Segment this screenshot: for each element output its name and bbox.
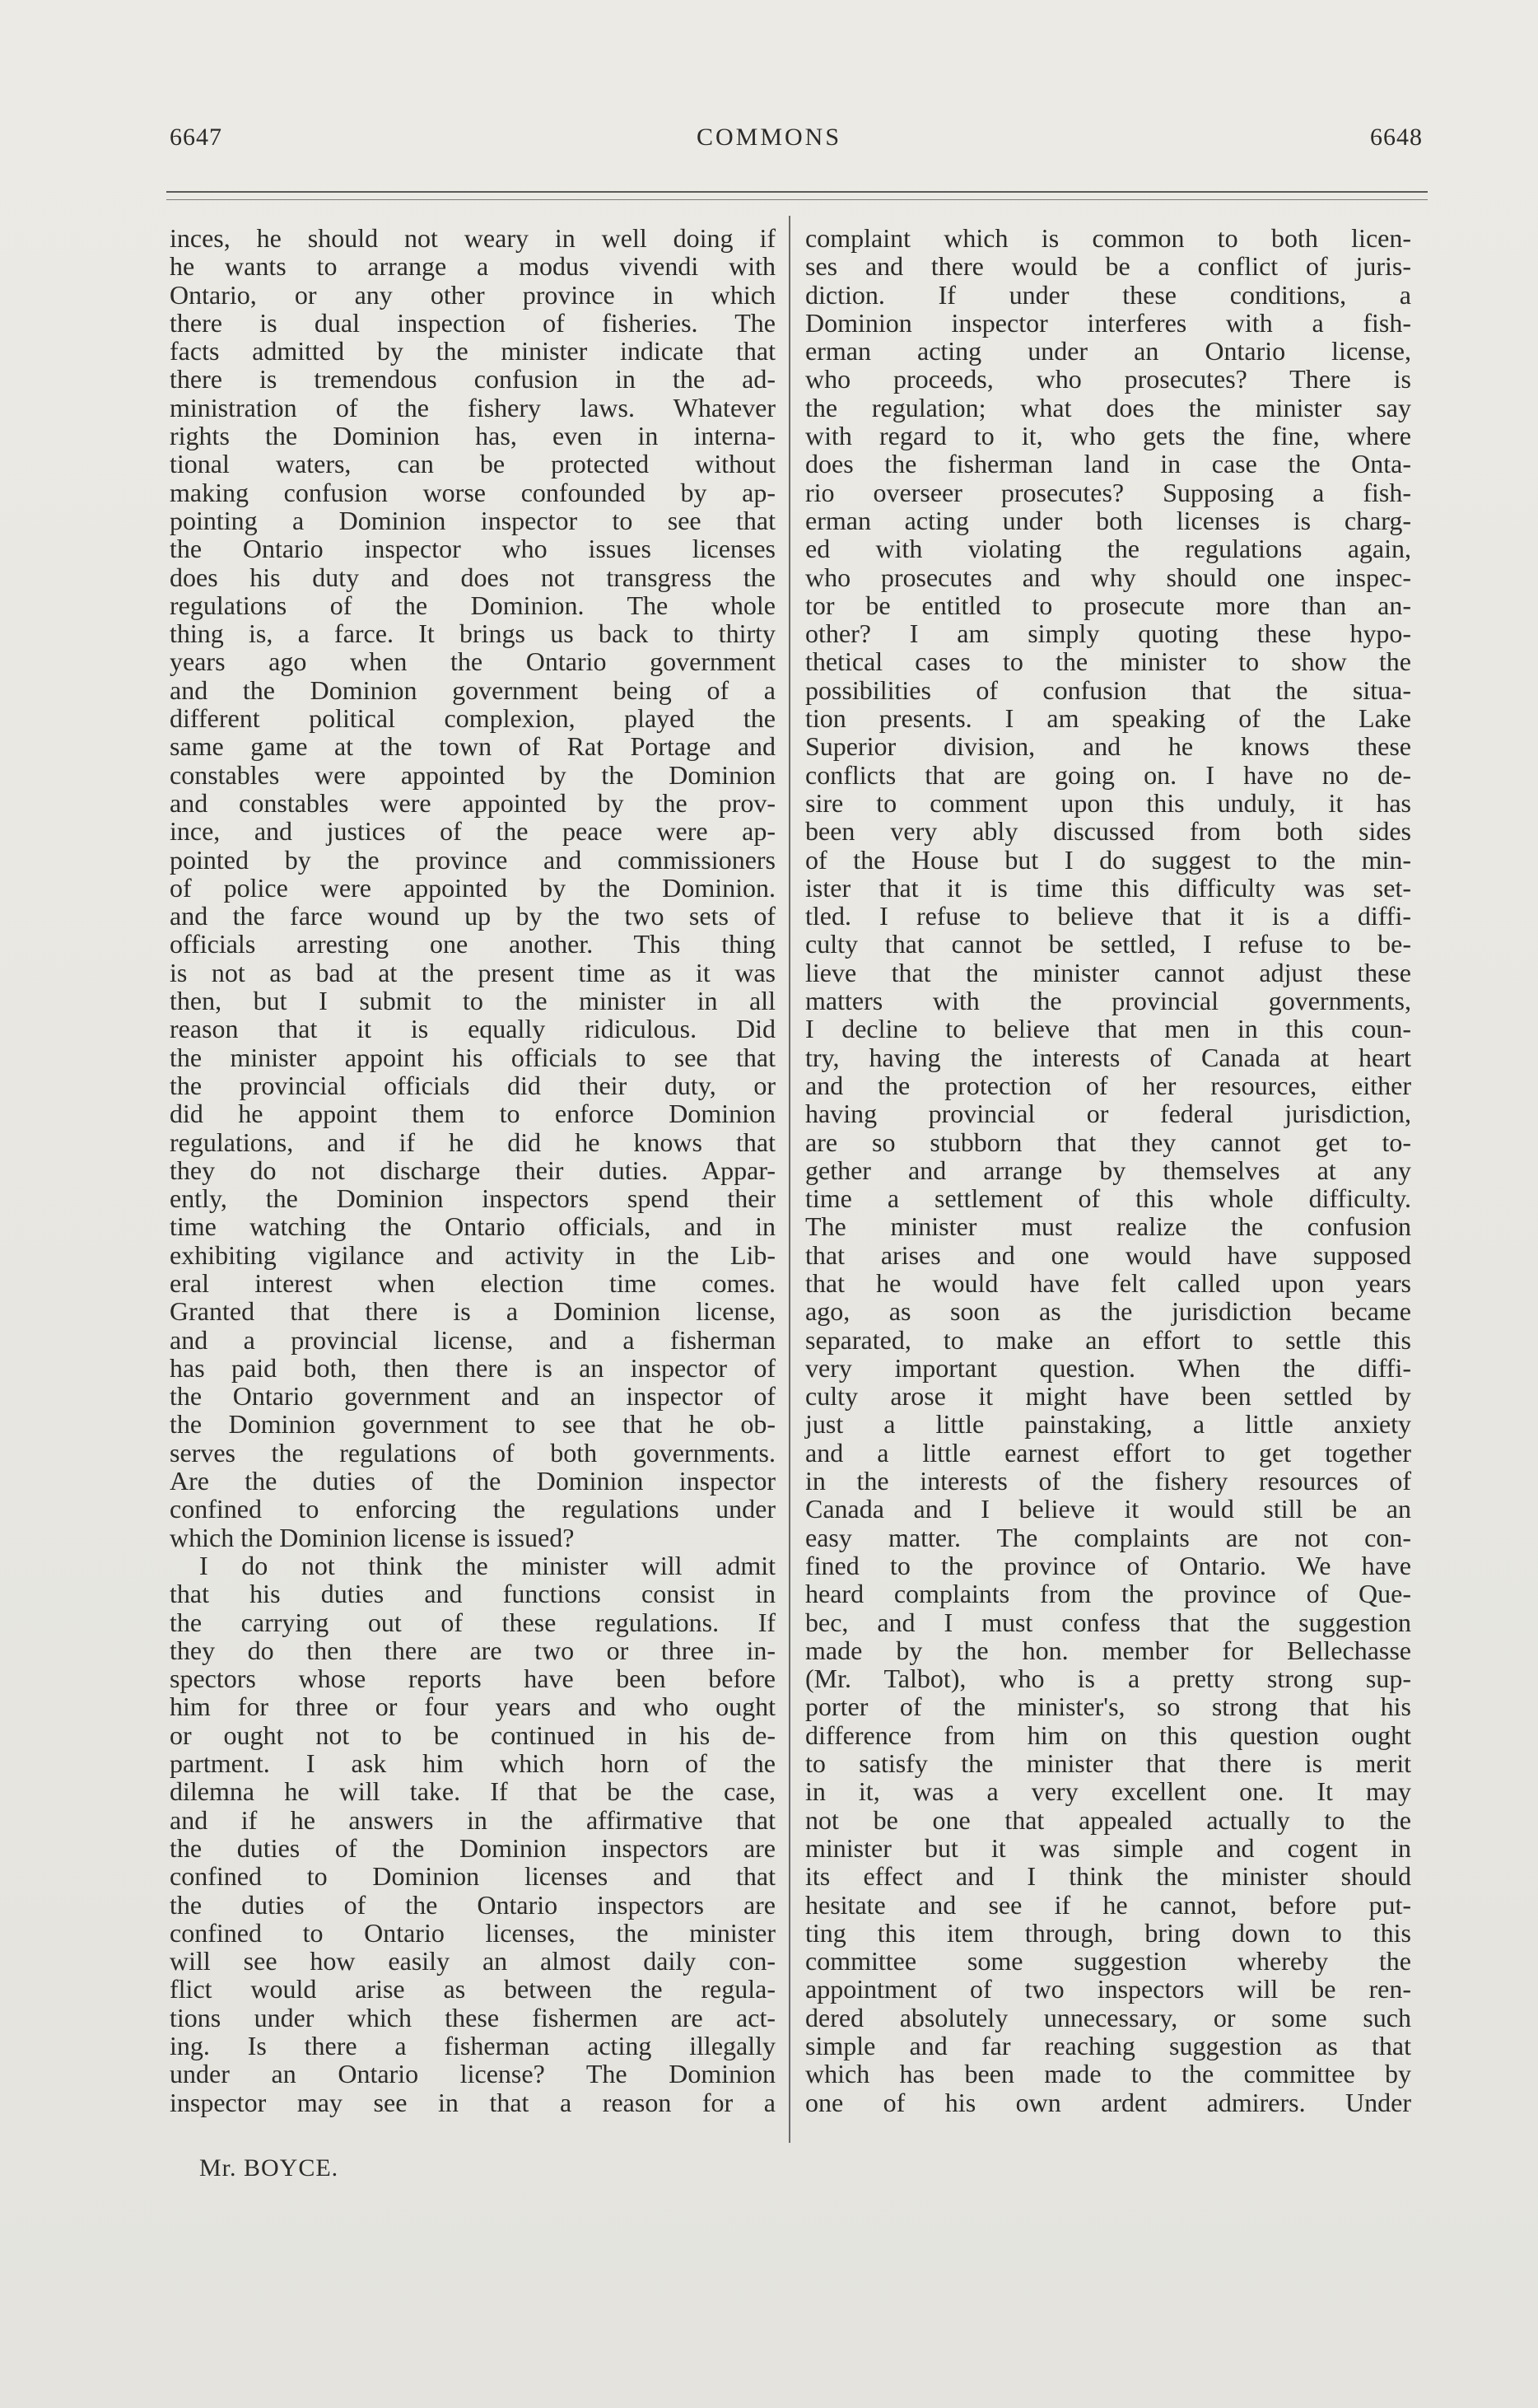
text-line: in the interests of the fishery resources of — [805, 1466, 1411, 1496]
text-line: under an Ontario license? The Dominion — [170, 2059, 776, 2089]
text-line: same game at the town of Rat Portage and — [170, 731, 776, 762]
text-line: pointed by the province and commissioners — [170, 844, 776, 875]
text-line: are so stubborn that they cannot get to- — [805, 1127, 1411, 1157]
text-line: hesitate and see if he cannot, before put- — [805, 1889, 1411, 1920]
text-line: made by the hon. member for Bellechasse — [805, 1635, 1411, 1665]
text-line: I decline to believe that men in this coun- — [805, 1014, 1411, 1044]
text-line: I do not think the minister will admit — [199, 1550, 776, 1580]
text-line: there is tremendous confusion in the ad- — [170, 364, 776, 394]
text-line: then, but I submit to the minister in all — [170, 986, 776, 1016]
text-line: who prosecutes and why should one inspec- — [805, 562, 1411, 592]
text-line: diction. If under these conditions, a — [805, 279, 1411, 310]
text-line: serves the regulations of both governments. — [170, 1437, 776, 1468]
text-line: confined to Ontario licenses, the minister — [170, 1917, 776, 1948]
text-line: easy matter. The complaints are not con- — [805, 1522, 1411, 1552]
text-line: (Mr. Talbot), who is a pretty strong sup- — [805, 1664, 1411, 1694]
text-line: in it, was a very excellent one. It may — [805, 1776, 1411, 1807]
text-line: rio overseer prosecutes? Supposing a fish- — [805, 477, 1411, 507]
text-line: does the fisherman land in case the Onta- — [805, 449, 1411, 479]
text-line: possibilities of confusion that the situa- — [805, 674, 1411, 705]
text-line: fined to the province of Ontario. We have — [805, 1550, 1411, 1580]
text-line: ently, the Dominion inspectors spend their — [170, 1183, 776, 1214]
text-line: sire to comment upon this unduly, it has — [805, 787, 1411, 818]
text-line: very important question. When the diffi- — [805, 1352, 1411, 1383]
text-line: of the House but I do suggest to the min- — [805, 844, 1411, 875]
text-line: time a settlement of this whole difficulty. — [805, 1183, 1411, 1214]
text-line: complaint which is common to both licen- — [805, 223, 1411, 253]
text-line: ed with violating the regulations again, — [805, 534, 1411, 564]
text-line: gether and arrange by themselves at any — [805, 1155, 1411, 1185]
text-line: the Ontario inspector who issues licenses — [170, 534, 776, 564]
text-line: ting this item through, bring down to this — [805, 1917, 1411, 1948]
text-line: constables were appointed by the Dominion — [170, 759, 776, 790]
text-line: tor be entitled to prosecute more than an- — [805, 590, 1411, 620]
text-line: of police were appointed by the Dominion. — [170, 872, 776, 903]
text-line: rights the Dominion has, even in interna- — [170, 421, 776, 451]
page-number-right: 6648 — [1370, 124, 1423, 151]
text-line: regulations of the Dominion. The whole — [170, 590, 776, 620]
text-line: dilemna he will take. If that be the case, — [170, 1776, 776, 1807]
text-line: time watching the Ontario officials, and in — [170, 1211, 776, 1242]
text-line: culty that cannot be settled, I refuse to be- — [805, 929, 1411, 959]
text-line: thetical cases to the minister to show the — [805, 646, 1411, 677]
text-line: been very ably discussed from both sides — [805, 816, 1411, 847]
text-line: to satisfy the minister that there is merit — [805, 1748, 1411, 1779]
text-line: appointment of two inspectors will be ren- — [805, 1974, 1411, 2004]
text-line: inspector may see in that a reason for a — [170, 2087, 776, 2117]
text-line: that his duties and functions consist in — [170, 1579, 776, 1609]
text-line: regulations, and if he did he knows that — [170, 1127, 776, 1157]
text-line: did he appoint them to enforce Dominion — [170, 1099, 776, 1129]
text-line: officials arresting one another. This thing — [170, 929, 776, 959]
text-line: ministration of the fishery laws. Whatever — [170, 392, 776, 422]
text-line: does his duty and does not transgress the — [170, 562, 776, 592]
text-line: having provincial or federal jurisdiction, — [805, 1099, 1411, 1129]
page-header — [0, 124, 1538, 156]
text-line: the minister appoint his officials to see that — [170, 1042, 776, 1072]
text-line: and if he answers in the affirmative that — [170, 1804, 776, 1835]
text-line: and the protection of her resources, either — [805, 1070, 1411, 1100]
text-line: just a little painstaking, a little anxiety — [805, 1409, 1411, 1440]
text-line: and a little earnest effort to get together — [805, 1437, 1411, 1468]
text-line: exhibiting vigilance and activity in the Lib- — [170, 1239, 776, 1270]
text-line: the Dominion government to see that he ob- — [170, 1409, 776, 1440]
text-line: partment. I ask him which horn of the — [170, 1748, 776, 1779]
text-line: the duties of the Ontario inspectors are — [170, 1889, 776, 1920]
header-rule-thin — [166, 199, 1428, 200]
header-rule-thick — [166, 191, 1428, 193]
text-line: the provincial officials did their duty, or — [170, 1070, 776, 1100]
text-line: reason that it is equally ridiculous. Did — [170, 1014, 776, 1044]
text-line: they do then there are two or three in- — [170, 1635, 776, 1665]
text-line: that he would have felt called upon years — [805, 1267, 1411, 1298]
running-title: COMMONS — [696, 124, 842, 151]
text-line: with regard to it, who gets the fine, where — [805, 421, 1411, 451]
text-line: erman acting under an Ontario license, — [805, 336, 1411, 366]
text-line: ago, as soon as the jurisdiction became — [805, 1296, 1411, 1327]
text-line: conflicts that are going on. I have no de- — [805, 759, 1411, 790]
left-column-text — [170, 224, 776, 2116]
column-divider — [789, 216, 790, 2143]
text-line: porter of the minister's, so strong that his — [805, 1692, 1411, 1722]
text-line: one of his own ardent admirers. Under — [805, 2087, 1411, 2117]
text-line: the Ontario government and an inspector of — [170, 1381, 776, 1412]
text-line: the regulation; what does the minister say — [805, 392, 1411, 422]
text-line: is not as bad at the present time as it was — [170, 957, 776, 987]
text-line: has paid both, then there is an inspector of — [170, 1352, 776, 1383]
text-line: tion presents. I am speaking of the Lake — [805, 703, 1411, 734]
text-line: the duties of the Dominion inspectors are — [170, 1832, 776, 1863]
text-line: inces, he should not weary in well doing if — [170, 223, 776, 253]
text-line: spectors whose reports have been before — [170, 1664, 776, 1694]
text-line: difference from him on this question ought — [805, 1720, 1411, 1750]
text-line: erman acting under both licenses is charg- — [805, 505, 1411, 535]
text-line: who proceeds, who prosecutes? There is — [805, 364, 1411, 394]
speaker-signature: Mr. BOYCE. — [199, 2154, 339, 2182]
text-line: and a provincial license, and a fisherman — [170, 1324, 776, 1355]
text-line: Dominion inspector interferes with a fish- — [805, 307, 1411, 338]
text-line: its effect and I think the minister should — [805, 1861, 1411, 1892]
text-line: eral interest when election time comes. — [170, 1267, 776, 1298]
text-line: which has been made to the committee by — [805, 2059, 1411, 2089]
text-line: dered absolutely unnecessary, or some such — [805, 2002, 1411, 2032]
text-line: Granted that there is a Dominion license, — [170, 1296, 776, 1327]
text-line: thing is, a farce. It brings us back to thirty — [170, 618, 776, 649]
text-line: the carrying out of these regulations. If — [170, 1607, 776, 1637]
text-line: and constables were appointed by the prov- — [170, 787, 776, 818]
text-line: pointing a Dominion inspector to see that — [170, 505, 776, 535]
text-line: tled. I refuse to believe that it is a diffi- — [805, 901, 1411, 931]
text-line: not be one that appealed actually to the — [805, 1804, 1411, 1835]
text-line: confined to enforcing the regulations under — [170, 1494, 776, 1524]
text-line: flict would arise as between the regula- — [170, 1974, 776, 2004]
text-line: Superior division, and he knows these — [805, 731, 1411, 762]
text-line: facts admitted by the minister indicate that — [170, 336, 776, 366]
text-line: he wants to arrange a modus vivendi with — [170, 251, 776, 282]
text-line: bec, and I must confess that the suggestion — [805, 1607, 1411, 1637]
text-line: try, having the interests of Canada at heart — [805, 1042, 1411, 1072]
text-line: Ontario, or any other province in which — [170, 279, 776, 310]
text-line: will see how easily an almost daily con- — [170, 1946, 776, 1976]
text-line: lieve that the minister cannot adjust these — [805, 957, 1411, 987]
text-line: that arises and one would have supposed — [805, 1239, 1411, 1270]
text-line: culty arose it might have been settled by — [805, 1381, 1411, 1412]
text-line: him for three or four years and who ought — [170, 1692, 776, 1722]
text-line: heard complaints from the province of Que- — [805, 1579, 1411, 1609]
text-line: tions under which these fishermen are act- — [170, 2002, 776, 2032]
text-line: which the Dominion license is issued? — [170, 1522, 575, 1552]
text-line: simple and far reaching suggestion as that — [805, 2031, 1411, 2060]
text-line: Canada and I believe it would still be an — [805, 1494, 1411, 1524]
text-line: or ought not to be continued in his de- — [170, 1720, 776, 1750]
text-line: different political complexion, played the — [170, 703, 776, 734]
right-column-text — [805, 224, 1411, 2116]
text-line: making confusion worse confounded by ap- — [170, 477, 776, 507]
text-line: minister but it was simple and cogent in — [805, 1832, 1411, 1863]
text-line: ing. Is there a fisherman acting illegally — [170, 2031, 776, 2060]
text-line: Are the duties of the Dominion inspector — [170, 1466, 776, 1496]
text-line: other? I am simply quoting these hypo- — [805, 618, 1411, 649]
text-line: and the farce wound up by the two sets of — [170, 901, 776, 931]
text-line: tional waters, can be protected without — [170, 449, 776, 479]
text-line: ince, and justices of the peace were ap- — [170, 816, 776, 847]
page-number-left: 6647 — [170, 124, 222, 151]
text-line: confined to Dominion licenses and that — [170, 1861, 776, 1892]
text-line: ister that it is time this difficulty was set- — [805, 872, 1411, 903]
text-line: committee some suggestion whereby the — [805, 1946, 1411, 1976]
text-line: matters with the provincial governments, — [805, 986, 1411, 1016]
text-line: The minister must realize the confusion — [805, 1211, 1411, 1242]
text-line: ses and there would be a conflict of juris- — [805, 251, 1411, 282]
text-line: they do not discharge their duties. Appar- — [170, 1155, 776, 1185]
text-line: separated, to make an effort to settle this — [805, 1324, 1411, 1355]
text-line: years ago when the Ontario government — [170, 646, 776, 677]
text-line: and the Dominion government being of a — [170, 674, 776, 705]
text-line: there is dual inspection of fisheries. The — [170, 307, 776, 338]
